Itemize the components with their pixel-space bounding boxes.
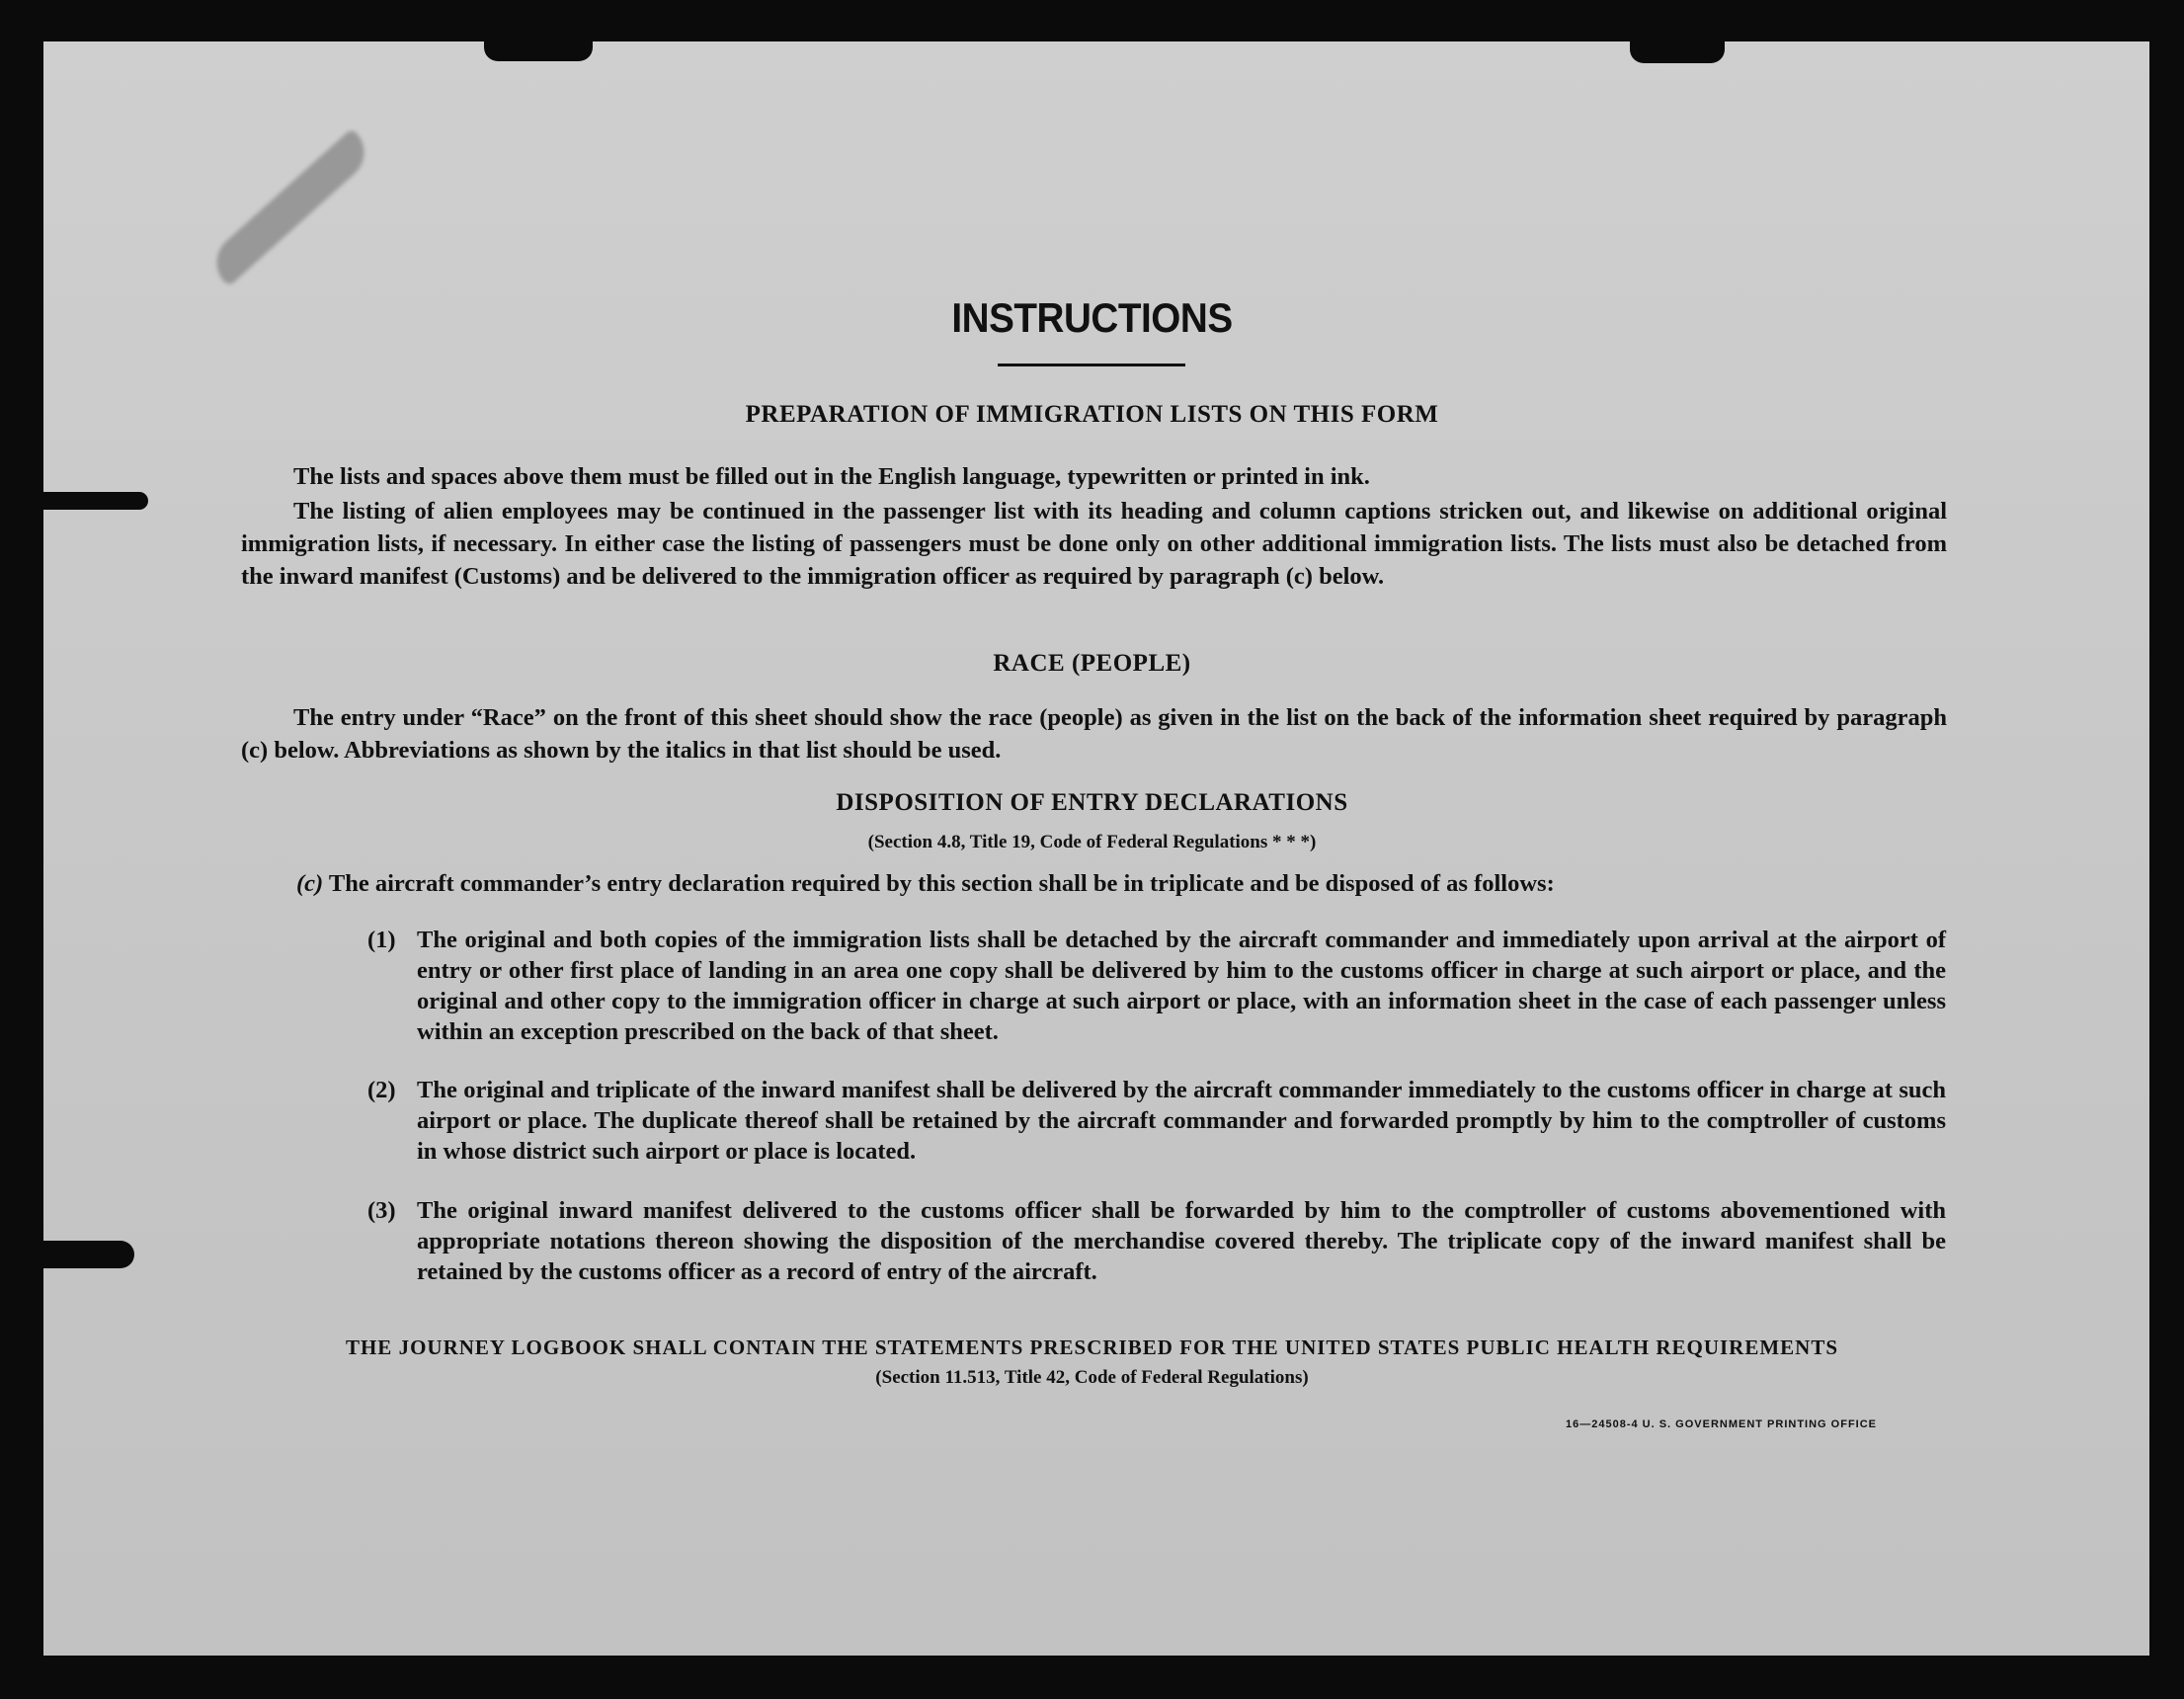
title-underline: [998, 364, 1185, 366]
section-heading-preparation: PREPARATION OF IMMIGRATION LISTS ON THIS FORM: [745, 401, 1439, 428]
section-heading-race: RACE (PEOPLE): [993, 650, 1191, 677]
item-number: (3): [367, 1197, 396, 1224]
preparation-paragraph-2: The listing of alien employees may be continued in the passenger list with its heading and column captions stricken out, and likewise on additional original immigration lists, if necessary. In either case the listing of passengers must be done only on other additional immigration lists. The lists must also be detached from the inward manifest (Customs) and be delivered to the immigration officer as required by paragraph (c) below.: [241, 498, 1947, 590]
binding-tab: [43, 492, 148, 510]
disposition-item-2: [367, 1075, 1946, 1167]
binding-tab: [43, 1241, 134, 1268]
item-text: The original inward manifest delivered to the customs officer shall be forwarded by him to the comptroller of customs abovementioned with appropriate notations thereon showing the disposition of the merchandise covered thereby. The triplicate copy of the inward manifest shall be retained by the customs officer as a record of entry of the aircraft.: [417, 1197, 1946, 1285]
disposition-citation: (Section 4.8, Title 19, Code of Federal Regulations * * *): [867, 832, 1317, 852]
footer-statement: THE JOURNEY LOGBOOK SHALL CONTAIN THE STATEMENTS PRESCRIBED FOR THE UNITED STATES PUBLIC HEALTH REQUIREMENTS: [345, 1335, 1839, 1359]
item-number: (2): [367, 1077, 396, 1103]
item-text: The original and triplicate of the inward manifest shall be delivered by the aircraft commander immediately to the customs officer in charge at such airport or place. The duplicate thereof shall be retained by the aircraft commander and forwarded promptly by him to the comptroller of customs in whose district such airport or place is located.: [417, 1077, 1946, 1165]
item-number: (1): [367, 927, 396, 953]
item-text: The original and both copies of the immigration lists shall be detached by the aircraft commander and immediately upon arrival at the airport of entry or other first place of landing in an area one copy shall be delivered by him to the customs officer in charge at such airport or place, and the original and other copy to the immigration officer in charge at such airport or place, with an information sheet in the case of each passenger unless within an exception prescribed on the back of that sheet.: [417, 927, 1946, 1045]
footer-citation: (Section 11.513, Title 42, Code of Federal Regulations): [875, 1367, 1309, 1388]
binding-tab: [484, 41, 593, 61]
race-paragraph: The entry under “Race” on the front of this sheet should show the race (people) as given in the list on the back of the information sheet required by paragraph (c) below. Abbreviations as shown by the italics in that list should be used.: [241, 704, 1947, 764]
ink-smudge: [205, 128, 376, 287]
printer-mark: 16—24508-4 U. S. GOVERNMENT PRINTING OFFICE: [1566, 1418, 1878, 1430]
binding-tab: [1630, 41, 1725, 63]
page-title: INSTRUCTIONS: [951, 294, 1233, 341]
section-heading-disposition: DISPOSITION OF ENTRY DECLARATIONS: [836, 789, 1348, 816]
disposition-item-1: [367, 925, 1946, 1047]
disposition-item-3: [367, 1195, 1946, 1287]
intro-text: The aircraft commander’s entry declaration required by this section shall be in triplicate and be disposed of as follows:: [328, 870, 1555, 897]
preparation-paragraph-1: The lists and spaces above them must be filled out in the English language, typewritten or printed in ink.: [293, 463, 1370, 490]
disposition-intro: [296, 867, 1946, 900]
intro-label: (c): [296, 870, 324, 897]
